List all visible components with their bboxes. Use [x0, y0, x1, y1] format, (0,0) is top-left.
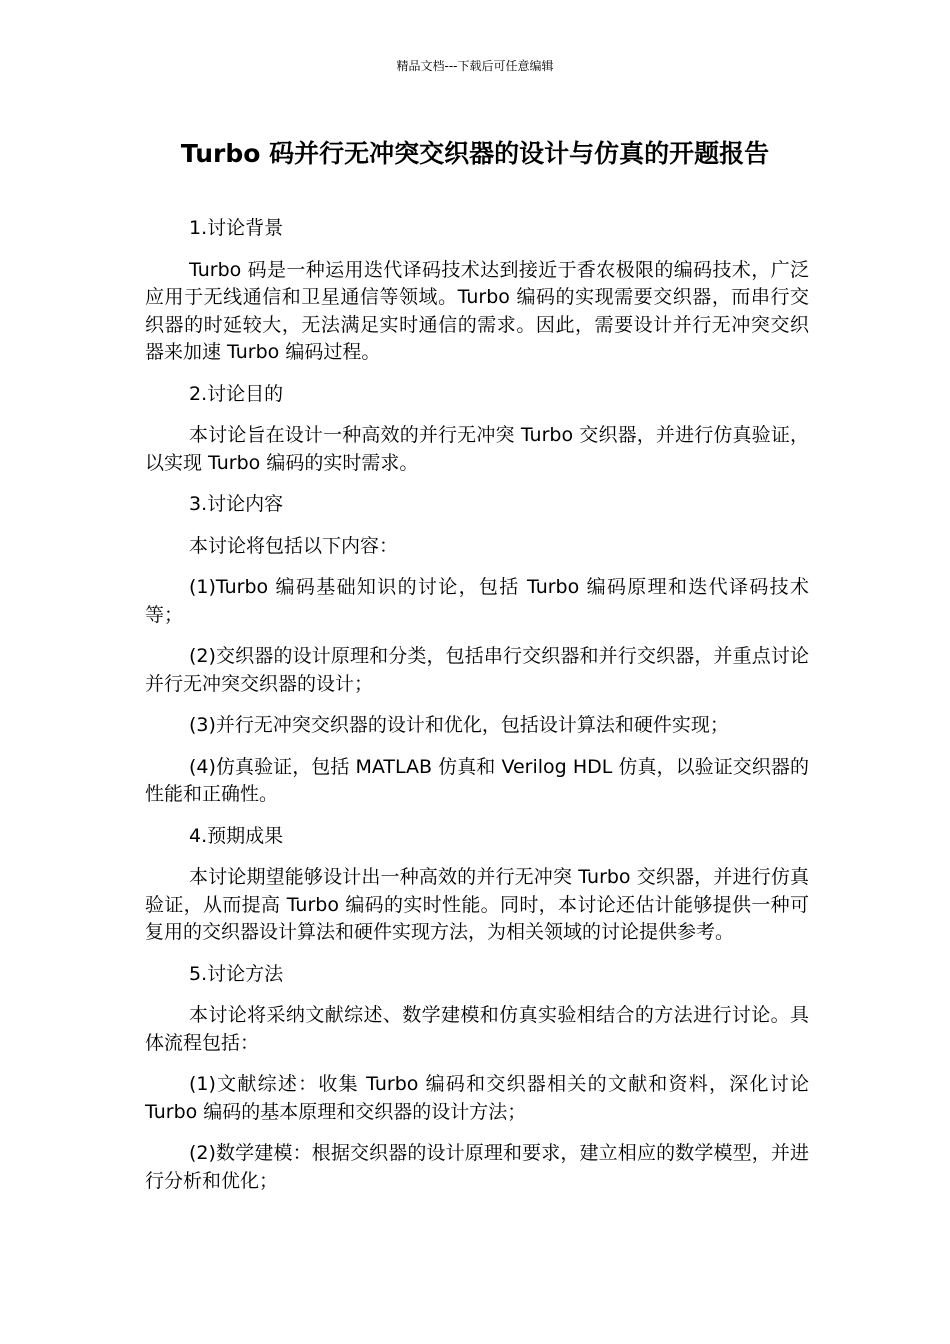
list-item-methods-2: (2)数学建模：根据交织器的设计原理和要求，建立相应的数学模型，并进行分析和优化； [145, 1142, 809, 1192]
section-heading-purpose: 2.讨论目的 [189, 382, 284, 405]
paragraph-content-intro: 本讨论将包括以下内容： [189, 534, 399, 557]
paragraph-methods-intro: 本讨论将采纳文献综述、数学建模和仿真实验相结合的方法进行讨论。具体流程包括： [145, 1004, 809, 1054]
list-item-content-3: (3)并行无冲突交织器的设计和优化，包括设计算法和硬件实现； [189, 714, 729, 736]
paragraph-outcomes: 本讨论期望能够设计出一种高效的并行无冲突 Turbo 交织器，并进行仿真验证，从而提高 Turbo 编码的实时性能。同时，本讨论还估计能够提供一种可复用的交织器设计算法和硬件实现方法，为相关领域的讨论提供参考。 [145, 866, 809, 943]
list-item-methods-1: (1)文献综述：收集 Turbo 编码和交织器相关的文献和资料，深化讨论 Turbo 编码的基本原理和交织器的设计方法； [145, 1073, 809, 1123]
list-item-content-4: (4)仿真验证，包括 MATLAB 仿真和 Verilog HDL 仿真，以验证交织器的性能和正确性。 [145, 755, 809, 805]
section-heading-background: 1.讨论背景 [189, 217, 284, 239]
document-body [145, 215, 809, 1209]
page-header: 精品文档---下载后可任意编辑 [396, 59, 554, 73]
list-item-content-2: (2)交织器的设计原理和分类，包括串行交织器和并行交织器，并重点讨论并行无冲突交织器的设计； [145, 645, 809, 695]
section-heading-methods: 5.讨论方法 [189, 962, 284, 985]
section-heading-outcomes: 4.预期成果 [189, 824, 284, 847]
list-item-content-1: (1)Turbo 编码基础知识的讨论，包括 Turbo 编码原理和迭代译码技术等； [145, 576, 809, 626]
document-title: Turbo 码并行无冲突交织器的设计与仿真的开题报告 [180, 139, 770, 168]
paragraph-background: Turbo 码是一种运用迭代译码技术达到接近于香农极限的编码技术，广泛应用于无线通信和卫星通信等领域。Turbo 编码的实现需要交织器，而串行交织器的时延较大，无法满足实时通信的需求。因此，需要设计并行无冲突交织器来加速 Turbo 编码过程。 [145, 258, 809, 363]
section-heading-content: 3.讨论内容 [189, 493, 284, 515]
paragraph-purpose: 本讨论旨在设计一种高效的并行无冲突 Turbo 交织器，并进行仿真验证，以实现 Turbo 编码的实时需求。 [145, 424, 809, 474]
